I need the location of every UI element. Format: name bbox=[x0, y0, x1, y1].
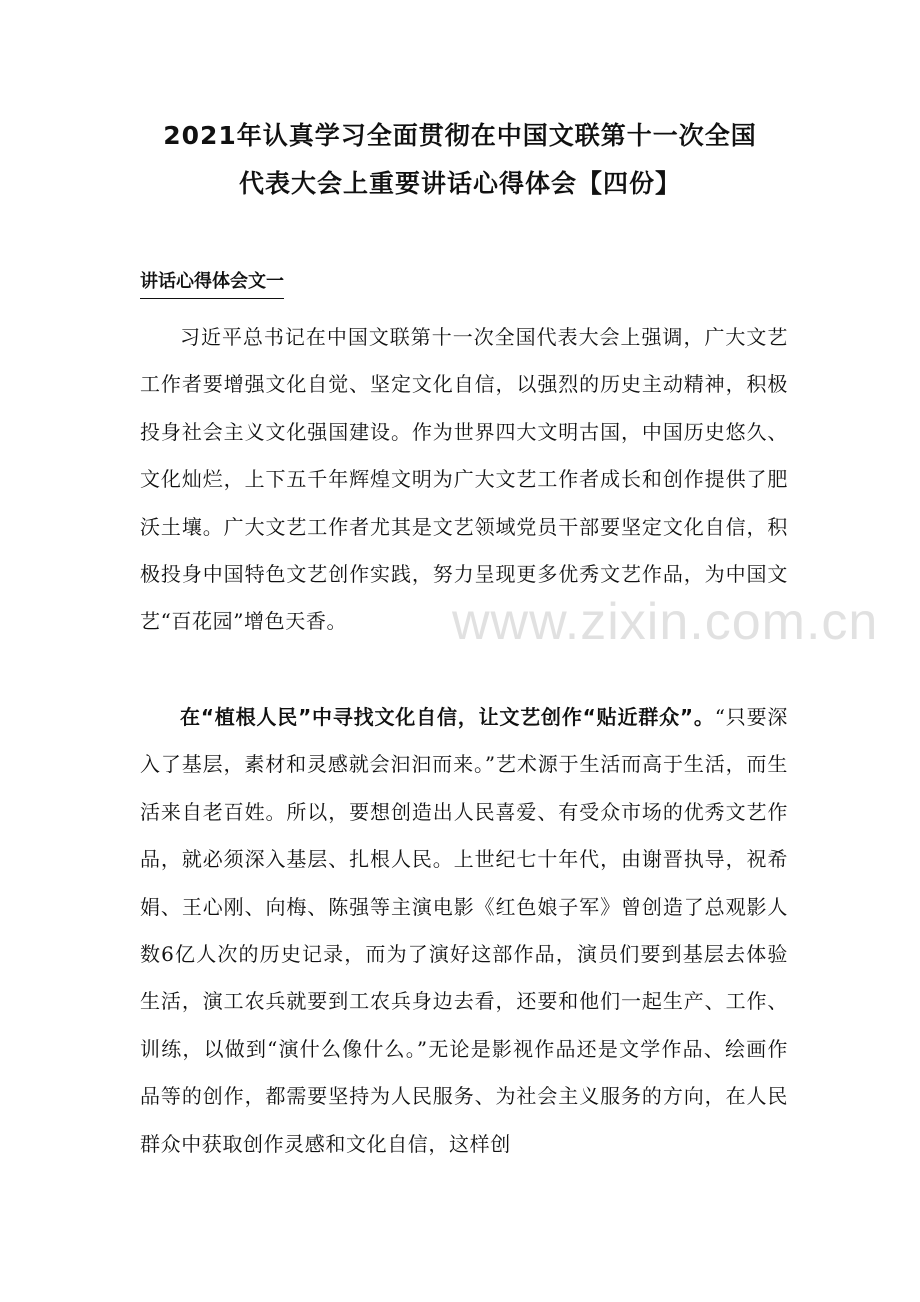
paragraph-1: 习近平总书记在中国文联第十一次全国代表大会上强调，广大文艺工作者要增强文化自觉、坚定文化自信，以强烈的历史主动精神，积极投身社会主义文化强国建设。作为世界四大文明古国，中国历史悠久、文化灿烂，上下五千年辉煌文明为广大文艺工作者成长和创作提供了肥沃土壤。广大文艺工作者尤其是文艺领域党员干部要坚定文化自信，积极投身中国特色文艺创作实践，努力呈现更多优秀文艺作品，为中国文艺“百花园”增色天香。 bbox=[140, 325, 788, 634]
document-title-line-2: 代表大会上重要讲话心得体会【四份】 bbox=[238, 169, 681, 198]
document-title-line-1: 2021年认真学习全面贯彻在中国文联第十一次全国 bbox=[163, 121, 757, 150]
section-heading: 讲话心得体会文一 bbox=[140, 266, 284, 299]
watermark: www.zixin.com.cn bbox=[452, 593, 879, 651]
paragraph-2-lead: 在“植根人民”中寻找文化自信，让文艺创作“贴近群众”。 bbox=[180, 705, 715, 729]
paragraph-2 bbox=[140, 694, 788, 1168]
paragraph-2-body: “只要深入了基层，素材和灵感就会汩汩而来。”艺术源于生活而高于生活，而生活来自老百姓。所以，要想创造出人民喜爱、有受众市场的优秀文艺作品，就必须深入基层、扎根人民。上世纪七十年代，由谢晋执导，祝希娟、王心刚、向梅、陈强等主演电影《红色娘子军》曾创造了总观影人数6亿人次的历史记录，而为了演好这部作品，演员们要到基层去体验生活，演工农兵就要到工农兵身边去看，还要和他们一起生产、工作、训练，以做到“演什么像什么。”无论是影视作品还是文学作品、绘画作品等的创作，都需要坚持为人民服务、为社会主义服务的方向，在人民群众中获取创作灵感和文化自信，这样创 bbox=[140, 705, 789, 1156]
